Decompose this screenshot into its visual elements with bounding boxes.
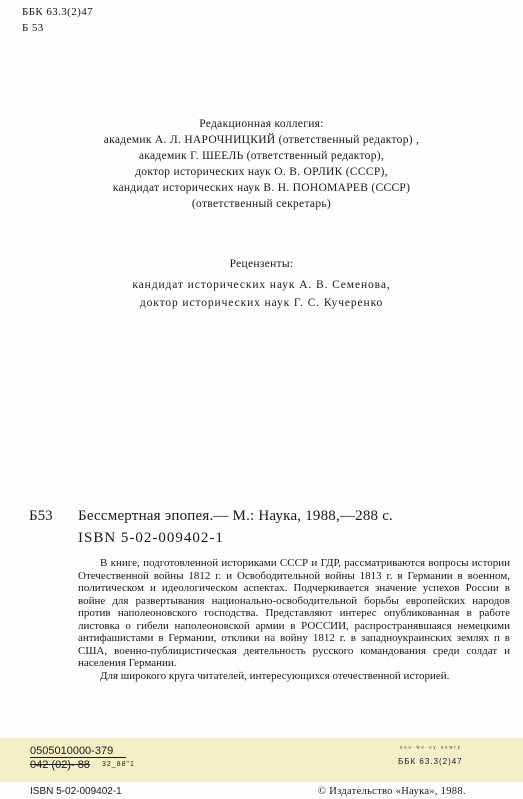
stamp-code-small: ᵒᵒᵒ ʷᵒ ᵒʸ ˢᵒʷʳʸ (400, 746, 462, 752)
abstract-paragraph: Для широкого круга читателей, интересующихся отечественной историей. (100, 669, 450, 682)
bibliographic-index: Б53 (29, 508, 53, 524)
reviewer: доктор исторических наук Г. С. Кучеренко (139, 297, 384, 309)
copyright: © Издательство «Наука», 1988. (318, 786, 466, 797)
editorial-board-heading: Редакционная коллегия: (199, 118, 324, 130)
publisher-code: 0505010000-379 (30, 745, 114, 757)
editorial-board-member: академик Г. ШЕЕЛЬ (ответственный редактор), (138, 150, 385, 162)
abstract (78, 557, 510, 682)
order-code-small: 32_88"1 (102, 761, 135, 768)
footer-isbn: ISBN 5-02-009402-1 (30, 786, 122, 797)
isbn: ISBN 5-02-009402-1 (78, 530, 224, 546)
order-code: 042 (02)- 88 (30, 759, 90, 771)
reviewer: кандидат исторических наук А. В. Семенова, (132, 279, 391, 291)
bbk-code: ББК 63.3(2)47 (22, 6, 93, 18)
bibliographic-entry: Бессмертная эпопея.— М.: Наука, 1988,—288 с. (78, 508, 394, 524)
author-mark: Б 53 (22, 22, 44, 34)
editorial-board-member: академик А. Л. НАРОЧНИЦКИЙ (ответственный редактор) , (103, 134, 420, 146)
reviewers-heading: Рецензенты: (229, 258, 294, 270)
editorial-board-member: доктор исторических наук О. В. ОРЛИК (СССР), (135, 166, 388, 178)
abstract-paragraph: В книге, подготовленной историками СССР и ГДР, рассматриваются вопросы истории Отечественной войны 1812 г. и Освободительной войны 1813 г. в Германии в военном, политическом и идеологическом аспектах. Подчеркивается значение успехов России в войне для развертывания национально-освободительной борьбы европейских народов против наполеоновского господства. Представляют интерес опубликованная в работе листовка о гибели наполеоновской армии в РОССИИ, распространявшаяся немецкими антифашистами в Германии, отклики на войну 1812 г. в западноукраинских землях п в США, военно-публицистическая деятельность русского командования среди солдат и населения Германии. (78, 557, 510, 669)
divider (30, 757, 126, 758)
editorial-board-member: кандидат исторических наук В. Н. ПОНОМАРЕВ (СССР) (112, 182, 411, 194)
editorial-board-member: (ответственный секретарь) (191, 198, 332, 210)
stamp-code: ББК 63.3(2)47 (398, 757, 463, 766)
